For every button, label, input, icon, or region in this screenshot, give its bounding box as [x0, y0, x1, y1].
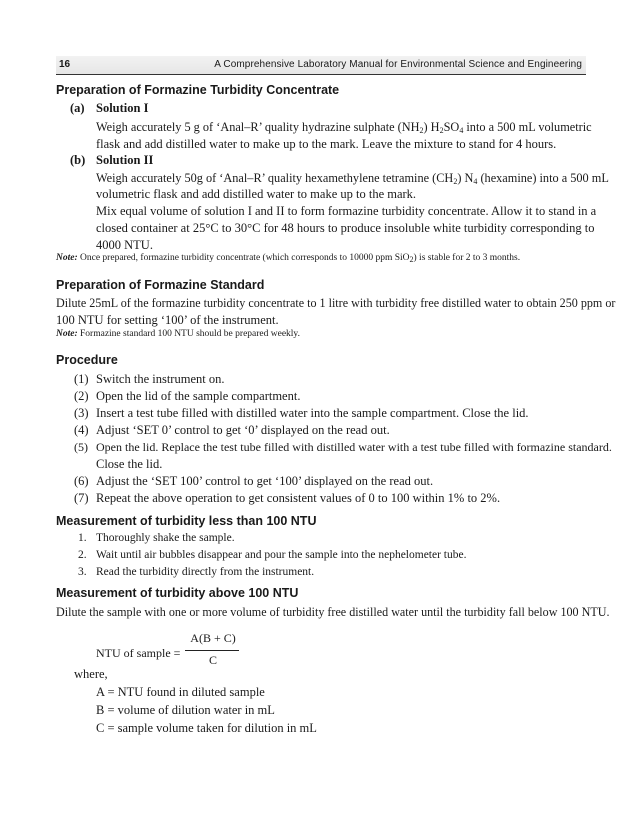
note-concentrate: Note: Once prepared, formazine turbidity concentrate (which corresponds to 10000 ppm SiO$_2$) is stable for 2 to 3 months. [56, 253, 521, 264]
solution2-title: Solution II [96, 153, 154, 167]
measure-low-step: 2. Wait until air bubbles disappear and pour the sample into the nephelometer tube. [78, 549, 467, 561]
section-heading-measure-low: Measurement of turbidity less than 100 NTU [56, 514, 317, 528]
procedure-step-continuation: Close the lid. [96, 457, 163, 471]
solution2-line2: volumetric flask and add distilled water to make up to the mark. [96, 187, 417, 201]
mix-line3: 4000 NTU. [96, 238, 153, 252]
procedure-step: (4) Adjust ‘SET 0’ control to get ‘0’ displayed on the read out. [74, 423, 390, 437]
measure-low-step: 3. Read the turbidity directly from the instrument. [78, 566, 315, 578]
page-number: 16 [59, 59, 71, 70]
section-heading-standard: Preparation of Formazine Standard [56, 278, 265, 292]
solution1-label: (a) [70, 101, 85, 115]
standard-line2: 100 NTU for setting ‘100’ of the instrument. [56, 313, 279, 327]
formula-lhs: NTU of sample = [96, 646, 181, 660]
definition-a: A = NTU found in diluted sample [96, 685, 265, 699]
running-title: A Comprehensive Laboratory Manual for Environmental Science and Engineering [214, 59, 582, 70]
section-heading-procedure: Procedure [56, 353, 118, 367]
solution2-label: (b) [70, 153, 86, 167]
standard-line1: Dilute 25mL of the formazine turbidity concentrate to 1 litre with turbidity free distilled water to obtain 250 ppm or [56, 296, 616, 310]
procedure-step: (5) Open the lid. Replace the test tube filled with distilled water with a test tube filled with formazine standard. [74, 440, 612, 454]
definition-c: C = sample volume taken for dilution in mL [96, 721, 317, 735]
solution2-line1: Weigh accurately 50g of ‘Anal–R’ quality hexamethylene tetramine $(CH_2)$ $N_4$ (hexamine) into a 500 mL [96, 171, 609, 186]
mix-line2: closed container at 25°C to 30°C for 48 hours to produce insoluble white turbidity corresponding to [96, 221, 595, 235]
formula-numerator: A(B + C) [190, 631, 236, 645]
page-header [56, 56, 586, 75]
section-heading-measure-high: Measurement of turbidity above 100 NTU [56, 586, 299, 600]
measure-low-step: 1. Thoroughly shake the sample. [78, 532, 235, 544]
measure-high-line1: Dilute the sample with one or more volume of turbidity free distilled water until the turbidity fall below 100 NTU. [56, 605, 610, 619]
mix-line1: Mix equal volume of solution I and II to form formazine turbidity concentrate. Allow it to stand in a [96, 204, 597, 218]
procedure-step: (1) Switch the instrument on. [74, 372, 225, 386]
section-heading-concentrate: Preparation of Formazine Turbidity Concentrate [56, 83, 340, 97]
solution1-line2: flask and add distilled water to make up to the mark. Leave the mixture to stand for 4 hours. [96, 137, 557, 151]
procedure-step: (3) Insert a test tube filled with distilled water into the sample compartment. Close the lid. [74, 406, 529, 420]
procedure-step: (6) Adjust the ‘SET 100’ control to get ‘100’ displayed on the read out. [74, 474, 434, 488]
solution1-line1: Weigh accurately 5 g of ‘Anal–R’ quality hydrazine sulphate $(NH_2)$ $H_2SO_4$ into a 500 mL volumetric [96, 120, 592, 135]
procedure-step: (7) Repeat the above operation to get consistent values of 0 to 100 within 1% to 2%. [74, 491, 501, 505]
procedure-step: (2) Open the lid of the sample compartment. [74, 389, 301, 403]
solution1-title: Solution I [96, 101, 149, 115]
formula-denominator: C [208, 653, 217, 667]
fraction-bar [185, 650, 239, 651]
definition-b: B = volume of dilution water in mL [96, 703, 275, 717]
note-standard: Note: Formazine standard 100 NTU should be prepared weekly. [56, 329, 300, 339]
where-label: where, [74, 667, 108, 681]
